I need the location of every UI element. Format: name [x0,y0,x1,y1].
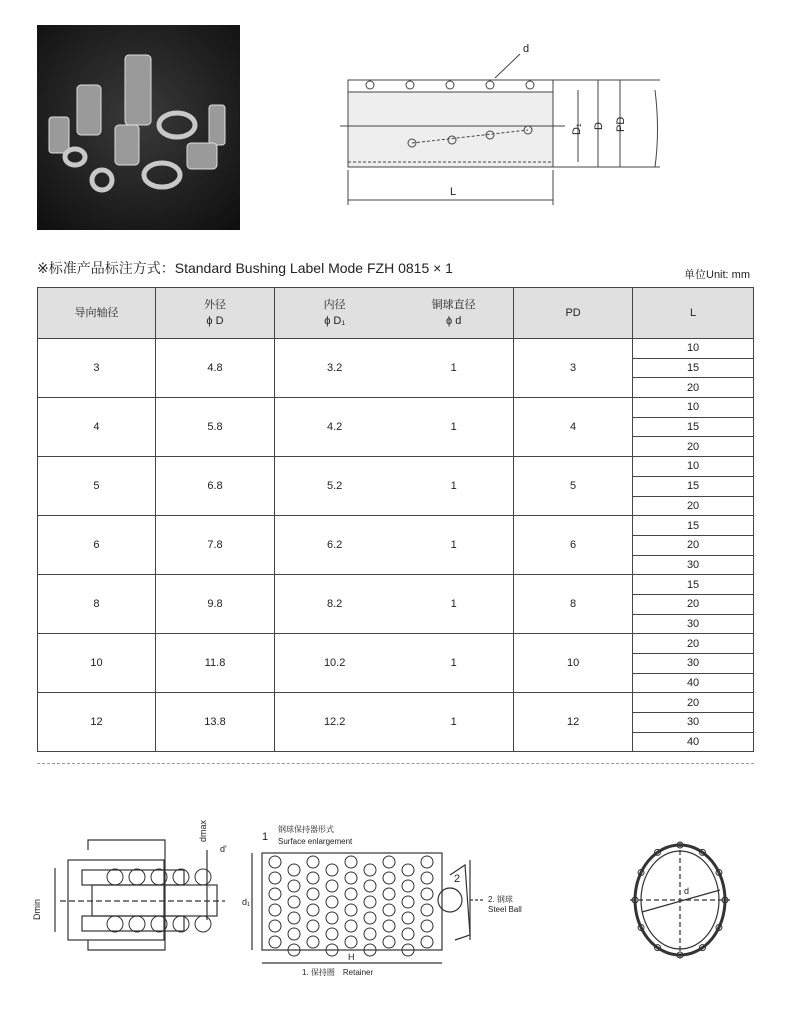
ball [364,880,376,892]
label-2: 2 [454,873,461,885]
header-symbol: ϕ d [445,315,462,327]
spec-table [37,287,754,752]
cell-l: 30 [633,713,754,733]
ball [345,936,357,948]
ball [364,912,376,924]
header-symbol: ϕ D₁ [324,315,346,327]
cell-d: 13.8 [155,693,274,752]
label-D1: D₁ [571,123,583,135]
cell-pd: 5 [514,457,633,516]
label-d-prime: d' [220,844,227,854]
cell-shaft: 3 [38,339,156,398]
cell-l: 20 [633,594,754,614]
label-1-en: Surface enlargement [278,837,353,846]
label-ball-cn: 2. 钢球 [488,895,513,904]
ball [269,872,281,884]
table-row [38,457,754,477]
label-D: D [593,122,605,130]
ball [288,912,300,924]
header-label: 导向轴径 [74,307,119,319]
cell-l: 15 [633,476,754,496]
cell-shaft: 10 [38,634,156,693]
ball [383,888,395,900]
cell-l: 10 [633,457,754,477]
ball [307,888,319,900]
cell-d1: 6.2 [275,516,395,575]
cell-l: 20 [633,496,754,516]
cell-pd: 10 [514,634,633,693]
cell-pd: 8 [514,575,633,634]
cell-l: 15 [633,358,754,378]
column-header [394,288,513,339]
column-header [633,288,754,339]
cell-shaft: 8 [38,575,156,634]
label-H: H [348,952,355,962]
cell-l: 15 [633,575,754,595]
cell-l: 20 [633,535,754,555]
header-label: 内径 [323,299,346,311]
ball [269,904,281,916]
label-retainer: 1. 保持圈 Retainer [302,968,374,977]
cell-d1: 3.2 [275,339,395,398]
cell-l: 30 [633,614,754,634]
cell-l: 20 [633,634,754,654]
ball [383,920,395,932]
header-label: L [690,307,697,319]
cell-d: 9.8 [155,575,274,634]
cell-d: 1 [394,398,513,457]
column-header [275,288,395,339]
table-row [38,575,754,595]
table-row [38,693,754,713]
ball [269,936,281,948]
ball [345,872,357,884]
cell-d1: 10.2 [275,634,395,693]
ball [364,864,376,876]
ball [195,916,211,932]
ball [421,872,433,884]
cell-d: 7.8 [155,516,274,575]
cell-d1: 8.2 [275,575,395,634]
ball [288,864,300,876]
ball [421,936,433,948]
ball [402,896,414,908]
unit-label: 单位Unit: mm [684,269,750,281]
cell-d1: 12.2 [275,693,395,752]
cell-d: 4.8 [155,339,274,398]
label-ball-en: Steel Ball [488,905,522,914]
cell-l: 40 [633,673,754,693]
cell-d: 5.8 [155,398,274,457]
cell-l: 20 [633,693,754,713]
header-label: 外径 [204,299,227,311]
ball [173,916,189,932]
ball [288,928,300,940]
ball [326,896,338,908]
ball [421,904,433,916]
cell-pd: 4 [514,398,633,457]
page-title: ※标准产品标注方式：Standard Bushing Label Mode FZH 0815 × 1 [37,260,453,276]
cell-d: 1 [394,634,513,693]
label-dmax: dmax [198,820,208,842]
product-photo [37,25,240,230]
ball [402,864,414,876]
label-L: L [450,186,457,198]
column-header [514,288,633,339]
cell-l: 15 [633,417,754,437]
ball [107,916,123,932]
label-ring-d: d [684,886,690,896]
ball [129,916,145,932]
ball [307,936,319,948]
cell-d: 1 [394,516,513,575]
cell-l: 15 [633,516,754,536]
cell-shaft: 5 [38,457,156,516]
label-d1: d₁ [242,897,251,907]
cell-l: 20 [633,378,754,398]
ball [345,920,357,932]
label-1-cn: 钢球保持器形式 [278,825,334,834]
ball [307,872,319,884]
cell-pd: 3 [514,339,633,398]
ball [326,928,338,940]
ball [269,888,281,900]
ball [307,856,319,868]
cell-l: 10 [633,398,754,418]
cell-d: 6.8 [155,457,274,516]
ball [288,896,300,908]
label-1: 1 [262,831,269,843]
cell-pd: 6 [514,516,633,575]
ball [421,920,433,932]
ball [326,864,338,876]
ball [195,869,211,885]
cell-l: 40 [633,732,754,752]
ball [383,936,395,948]
label-dmin: Dmin [32,898,42,920]
cell-d: 1 [394,575,513,634]
cell-d: 1 [394,457,513,516]
cell-d: 1 [394,693,513,752]
table-row [38,339,754,359]
cell-d1: 5.2 [275,457,395,516]
cell-pd: 12 [514,693,633,752]
cell-l: 20 [633,437,754,457]
ball [288,880,300,892]
ball [269,856,281,868]
ball [307,920,319,932]
column-header [155,288,274,339]
ball [383,904,395,916]
table-row [38,398,754,418]
ball [326,880,338,892]
table-row [38,634,754,654]
ball [402,912,414,924]
ball [421,888,433,900]
ball [345,888,357,900]
ball [345,904,357,916]
cell-d: 1 [394,339,513,398]
cell-l: 30 [633,654,754,674]
header-symbol: ϕ D [206,315,224,327]
cell-d: 11.8 [155,634,274,693]
ball [364,896,376,908]
ball [269,920,281,932]
cell-d1: 4.2 [275,398,395,457]
ball [307,904,319,916]
ball [402,880,414,892]
label-PD: PD [615,116,627,132]
cell-shaft: 6 [38,516,156,575]
ball [421,856,433,868]
label-d: d [523,43,530,55]
ball [173,869,189,885]
ball [326,912,338,924]
header-label: PD [565,307,581,319]
ball [402,928,414,940]
table-row [38,516,754,536]
ball [345,856,357,868]
ball [129,869,145,885]
ball [364,928,376,940]
ball [107,869,123,885]
cell-l: 10 [633,339,754,359]
cell-shaft: 12 [38,693,156,752]
divider [37,763,754,764]
bearing-assembly-diagrams [30,820,760,990]
ball [383,872,395,884]
ball [383,856,395,868]
header-label: 铜球直径 [431,299,476,311]
bushing-dimension-diagram [330,40,670,215]
column-header [38,288,156,339]
cell-l: 30 [633,555,754,575]
cell-shaft: 4 [38,398,156,457]
